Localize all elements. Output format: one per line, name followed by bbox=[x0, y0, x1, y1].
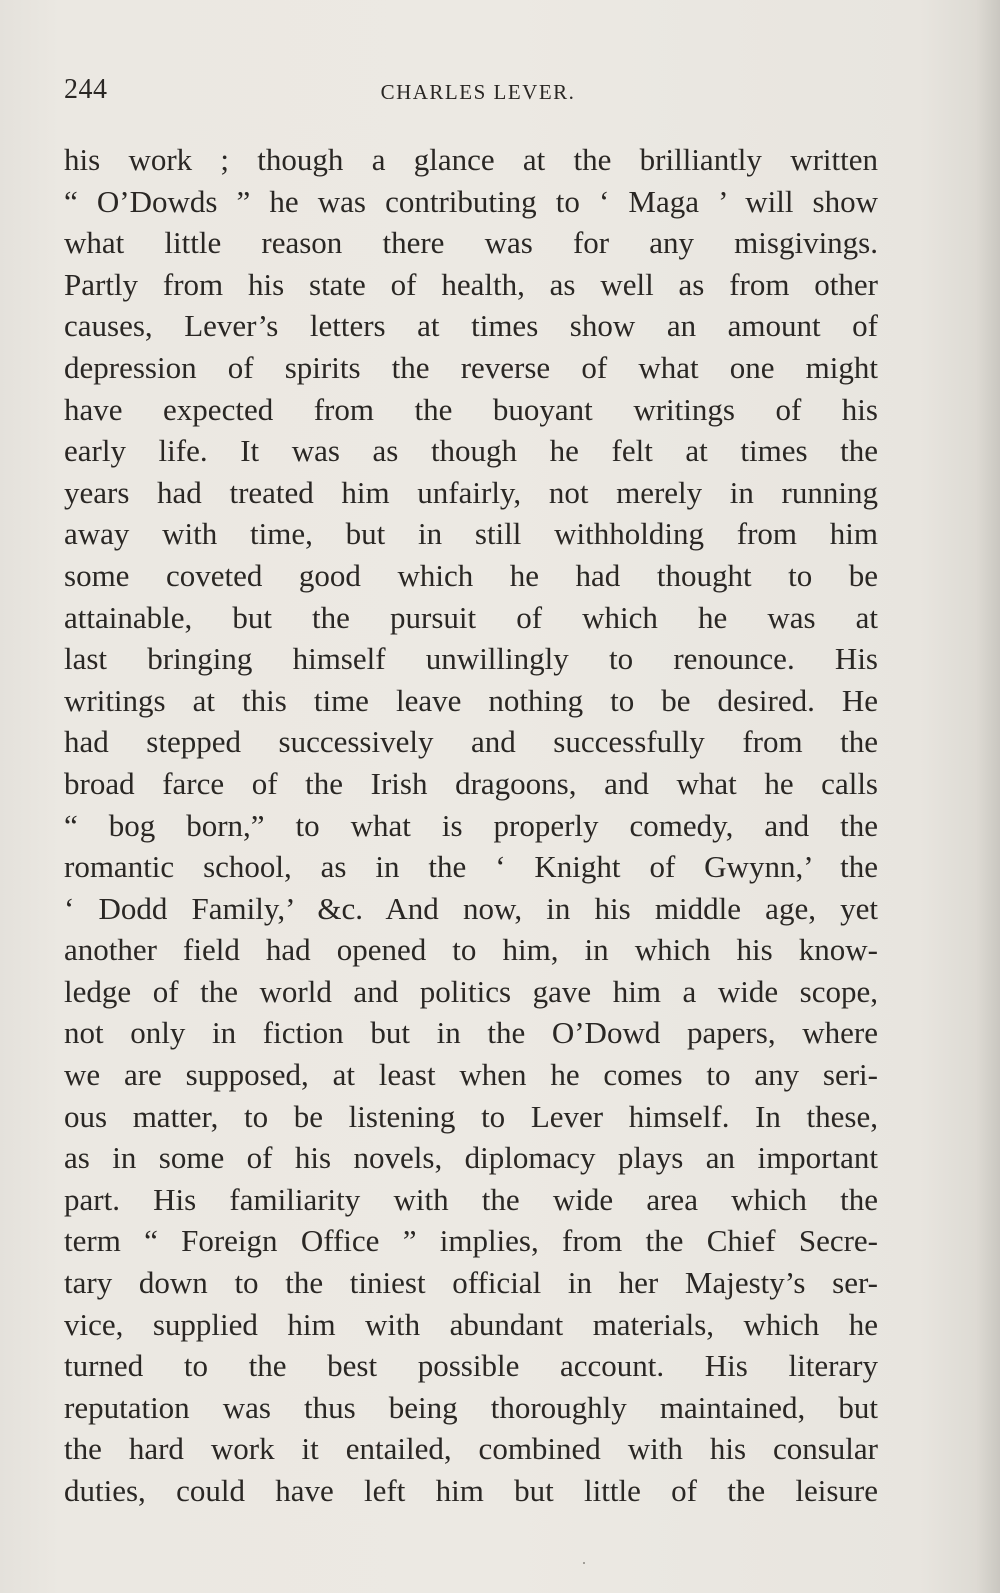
text-line: vice, supplied him with abundant materials, which he bbox=[64, 1306, 878, 1342]
text-line: some coveted good which he had thought to be bbox=[64, 557, 878, 593]
text-line: part. His familiarity with the wide area which the bbox=[64, 1181, 878, 1217]
text-line: last bringing himself unwillingly to renounce. His bbox=[64, 641, 878, 677]
text-line: broad farce of the Irish dragoons, and what he calls bbox=[64, 765, 878, 801]
text-line: “ O’Dowds ” he was contributing to ‘ Maga ’ will show bbox=[64, 183, 878, 219]
text-line: have expected from the buoyant writings of his bbox=[64, 391, 878, 427]
text-line: the hard work it entailed, combined with his consular bbox=[64, 1431, 878, 1467]
text-line: attainable, but the pursuit of which he was at bbox=[64, 599, 878, 635]
text-line: causes, Lever’s letters at times show an amount of bbox=[64, 308, 878, 344]
text-line: we are supposed, at least when he comes to any seri- bbox=[64, 1057, 878, 1093]
text-line: away with time, but in still withholding from him bbox=[64, 516, 878, 552]
text-line: ledge of the world and politics gave him a wide scope, bbox=[64, 973, 878, 1009]
text-line: early life. It was as though he felt at times the bbox=[64, 433, 878, 469]
text-line: not only in fiction but in the O’Dowd papers, where bbox=[64, 1015, 878, 1051]
text-line: Partly from his state of health, as well as from other bbox=[64, 266, 878, 302]
text-line: duties, could have left him but little of the leisure bbox=[64, 1473, 878, 1508]
body-text bbox=[64, 139, 878, 1512]
paper-speck bbox=[583, 1562, 585, 1564]
text-line: ‘ Dodd Family,’ &c. And now, in his middle age, yet bbox=[64, 890, 878, 926]
text-line: his work ; though a glance at the brilliantly written bbox=[64, 142, 878, 177]
text-line: depression of spirits the reverse of what one might bbox=[64, 349, 878, 385]
text-line: “ bog born,” to what is properly comedy, and the bbox=[64, 807, 878, 843]
text-line: ous matter, to be listening to Lever himself. In these, bbox=[64, 1098, 878, 1134]
text-line: had stepped successively and successfully from the bbox=[64, 724, 878, 760]
text-line: turned to the best possible account. His literary bbox=[64, 1348, 878, 1384]
text-line: years had treated him unfairly, not merely in running bbox=[64, 474, 878, 510]
text-line: as in some of his novels, diplomacy plays an important bbox=[64, 1140, 878, 1176]
text-line: another field had opened to him, in which his know- bbox=[64, 932, 878, 968]
running-title: CHARLES LEVER. bbox=[380, 80, 576, 104]
page-number: 244 bbox=[64, 74, 108, 105]
text-line: what little reason there was for any misgivings. bbox=[64, 225, 878, 261]
text-line: reputation was thus being thoroughly maintained, but bbox=[64, 1389, 878, 1425]
text-line: tary down to the tiniest official in her Majesty’s ser- bbox=[64, 1265, 878, 1301]
running-head bbox=[64, 72, 878, 112]
text-line: term “ Foreign Office ” implies, from the Chief Secre- bbox=[64, 1223, 878, 1259]
page-edge-shadow bbox=[976, 0, 1000, 1593]
text-line: romantic school, as in the ‘ Knight of Gwynn,’ the bbox=[64, 849, 878, 885]
text-line: writings at this time leave nothing to be desired. He bbox=[64, 682, 878, 718]
